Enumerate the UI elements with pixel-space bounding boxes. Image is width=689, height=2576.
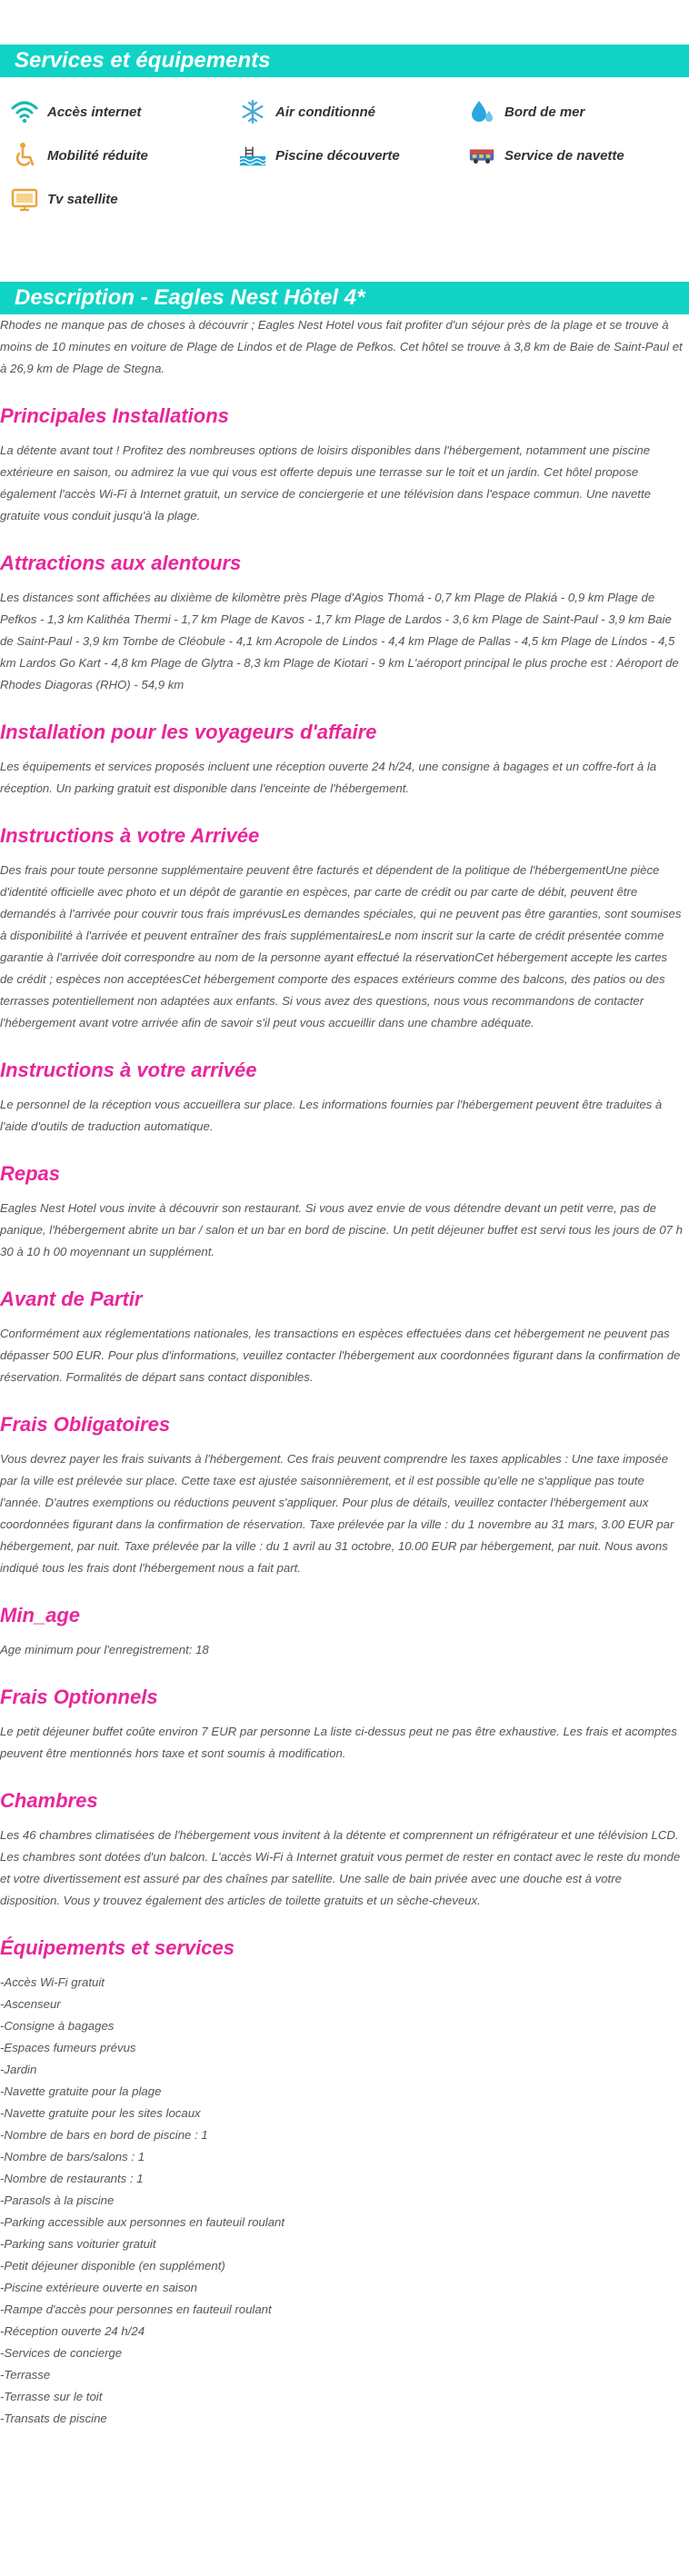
section-heading: Principales Installations	[0, 404, 229, 427]
service-item-seaside	[459, 90, 689, 134]
section-heading: Chambres	[0, 1789, 98, 1812]
section-text: Vous devrez payer les frais suivants à l'hébergement. Ces frais peuvent comprendre les taxes applicables : Une taxe imposée par la ville est prélevée sur place. Cette taxe est ajustée saisonnièrement, et il est possible qu'elle ne s'applique pas toute l'année. D'autres exemptions ou réductions peuvent s'appliquer. Pour plus de détails, veuillez contacter l'hébergement aux coordonnées figurant dans la confirmation de réservation. Taxe prélevée par la ville : du 1 novembre au 31 mars, 3.00 EUR par hébergement, par nuit. Taxe prélevée par la ville : du 1 avril au 31 octobre, 10.00 EUR par hébergement, par nuit. Nous avons indiqué tous les frais dont l'hébergement nous a fait part.	[0, 1452, 674, 1575]
description-banner	[0, 282, 689, 314]
services-banner	[0, 45, 689, 77]
list-item: -Terrasse sur le toit	[0, 2390, 103, 2403]
section-text: Les 46 chambres climatisées de l'hébergement vous invitent à la détente et comprennent un réfrigérateur et une télévision LCD. Les chambres sont dotées d'un balcon. L'accès Wi-Fi à Internet gratuit vous permet de rester en contact avec le reste du monde et votre divertissement est assuré par des chaînes par satellite. Une salle de bain privée avec une douche est à votre disposition. Vous y trouvez également des articles de toilette gratuits et un sèche-cheveux.	[0, 1828, 681, 1907]
list-item: -Nombre de bars en bord de piscine : 1	[0, 2128, 208, 2142]
section-text: Conformément aux réglementations nationales, les transactions en espèces effectuées dans cet hébergement ne peuvent pas dépasser 500 EUR. Pour plus d'informations, veuillez contacter l'hébergement aux coordonnées figurant dans la confirmation de réservation. Formalités de départ sans contact disponibles.	[0, 1327, 681, 1384]
section-text: Des frais pour toute personne supplémentaire peuvent être facturés et dépendent de la politique de l'hébergementUne pièce d'identité officielle avec photo et un dépôt de garantie en espèces, par carte de crédit ou par carte de débit, peuvent être demandés à l'arrivée pour couvrir tous frais imprévusLes demandes spéciales, qui ne peuvent pas être garanties, sont soumises à disponibilité à l'arrivée et peuvent entraîner des frais supplémentairesLe nom inscrit sur la carte de crédit présentée comme garantie à l'arrivée doit correspondre au nom de la personne ayant effectué la réservationCet hébergement accepte les cartes de crédit ; espèces non acceptéesCet hébergement comporte des espaces extérieurs comme des balcons, des patios ou des terrasses potentiellement non adaptées aux enfants. Si vous avez des questions, nous vous recommandons de contacter l'hébergement avant votre arrivée afin de savoir s'il peut vous accueillir dans une chambre adéquate.	[0, 863, 682, 1029]
list-item: -Espaces fumeurs prévus	[0, 2041, 136, 2054]
list-item: -Transats de piscine	[0, 2412, 107, 2425]
list-item: -Rampe d'accès pour personnes en fauteuil roulant	[0, 2302, 272, 2316]
section-text: Les distances sont affichées au dixième de kilomètre près Plage d'Agios Thomá - 0,7 km Plage de Plakiá - 0,9 km Plage de Pefkos - 1,3 km Kalithéa Thermi - 1,7 km Plage de Kavos - 1,7 km Plage de Lardos - 3,6 km Plage de Saint-Paul - 3,9 km Baie de Saint-Paul - 3,9 km Tombe de Cléobule - 4,1 km Acropole de Lindos - 4,4 km Plage de Pallas - 4,5 km Plage de Líndos - 4,5 km Lardos Go Kart - 4,8 km Plage de Glytra - 8,3 km Plage de Kiotari - 9 km L'aéroport principal le plus proche est : Aéroport de Rhodes Diagoras (RHO) - 54,9 km	[0, 591, 679, 691]
list-item: -Navette gratuite pour les sites locaux	[0, 2106, 201, 2120]
section-text: Le personnel de la réception vous accueillera sur place. Les informations fournies par l'hébergement peuvent être traduites à l'aide d'outils de traduction automatique.	[0, 1098, 663, 1133]
list-item: -Services de concierge	[0, 2346, 123, 2360]
section-heading: Frais Obligatoires	[0, 1413, 171, 1436]
section-attractions	[0, 548, 689, 696]
section-text: Eagles Nest Hotel vous invite à découvrir son restaurant. Si vous avez envie de vous détendre devant un petit verre, pas de panique, l'hébergement abrite un bar / salon et un bar en bord de piscine. Un petit déjeuner buffet est servi tous les jours de 07 h 30 à 10 h 00 moyennant un supplément.	[0, 1201, 684, 1258]
section-heading: Installation pour les voyageurs d'affaire	[0, 721, 377, 743]
water-drop-icon	[468, 98, 495, 125]
section-heading: Avant de Partir	[0, 1288, 143, 1310]
service-label: Bord de mer	[504, 104, 585, 120]
service-item-internet	[0, 90, 232, 134]
section-before-leaving	[0, 1284, 689, 1388]
tv-icon	[11, 185, 38, 213]
list-item: -Jardin	[0, 2063, 37, 2076]
section-meals	[0, 1159, 689, 1263]
section-rooms	[0, 1785, 689, 1912]
description-title: Description - Eagles Nest Hôtel 4*	[15, 285, 365, 310]
section-heading: Min_age	[0, 1604, 81, 1626]
section-arrival-instructions	[0, 821, 689, 1034]
service-label: Service de navette	[504, 147, 624, 164]
section-text: Le petit déjeuner buffet coûte environ 7 EUR par personne La liste ci-dessus peut ne pas être exhaustive. Les frais et acomptes peuvent être mentionnés hors taxe et sont soumis à modification.	[0, 1725, 677, 1760]
equipements-list	[0, 1972, 689, 2430]
service-item-reduced-mobility	[0, 134, 232, 177]
service-label: Piscine découverte	[275, 147, 400, 164]
service-label: Mobilité réduite	[47, 147, 148, 164]
service-label: Accès internet	[47, 104, 142, 120]
section-business-travellers	[0, 717, 689, 800]
section-heading: Repas	[0, 1162, 61, 1185]
shuttle-icon	[468, 142, 495, 169]
section-text: La détente avant tout ! Profitez des nombreuses options de loisirs disponibles dans l'hébergement, notamment une piscine extérieure en saison, ou admirez la vue qui vous est offerte depuis une terrasse sur le toit et un jardin. Cet hôtel propose également l'accès Wi-Fi à Internet gratuit, un service de conciergerie et une télévision dans l'espace commun. Une navette gratuite vous conduit jusqu'à la plage.	[0, 443, 651, 522]
service-label: Air conditionné	[275, 104, 375, 120]
services-title: Services et équipements	[15, 48, 271, 73]
wifi-icon	[11, 98, 38, 125]
list-item: -Accès Wi-Fi gratuit	[0, 1975, 105, 1989]
list-item: -Nombre de restaurants : 1	[0, 2172, 144, 2185]
section-mandatory-fees	[0, 1409, 689, 1579]
section-heading: Frais Optionnels	[0, 1686, 158, 1708]
section-min-age	[0, 1600, 689, 1661]
hotel-page	[0, 45, 689, 2430]
section-equipements	[0, 1933, 689, 2430]
list-item: -Navette gratuite pour la plage	[0, 2084, 162, 2098]
list-item: -Réception ouverte 24 h/24	[0, 2324, 145, 2338]
section-heading: Instructions à votre Arrivée	[0, 824, 260, 847]
section-text: Age minimum pour l'enregistrement: 18	[0, 1643, 209, 1656]
services-grid	[0, 77, 689, 221]
section-principales-installations	[0, 401, 689, 527]
list-item: -Piscine extérieure ouverte en saison	[0, 2281, 197, 2294]
wheelchair-icon	[11, 142, 38, 169]
section-heading: Attractions aux alentours	[0, 552, 242, 574]
list-item: -Consigne à bagages	[0, 2019, 115, 2033]
service-item-shuttle	[459, 134, 689, 177]
list-item: -Ascenseur	[0, 1997, 61, 2011]
section-text: Les équipements et services proposés incluent une réception ouverte 24 h/24, une consigne à bagages et un coffre-fort à la réception. Un parking gratuit est disponible dans l'enceinte de l'hébergement.	[0, 760, 657, 795]
description-intro: Rhodes ne manque pas de choses à découvrir ; Eagles Nest Hotel vous fait profiter d'un séjour près de la plage et se trouve à moins de 10 minutes en voiture de Plage de Lindos et de Plage de Pefkos. Cet hôtel se trouve à 3,8 km de Baie de Saint-Paul et à 26,9 km de Plage de Stegna.	[0, 318, 683, 375]
list-item: -Parking accessible aux personnes en fauteuil roulant	[0, 2215, 285, 2229]
snowflake-icon	[239, 98, 266, 125]
service-item-air-conditioning	[232, 90, 459, 134]
section-heading: Équipements et services	[0, 1936, 235, 1959]
list-item: -Parasols à la piscine	[0, 2193, 115, 2207]
list-item: -Nombre de bars/salons : 1	[0, 2150, 145, 2163]
list-item: -Terrasse	[0, 2368, 51, 2382]
list-item: -Petit déjeuner disponible (en supplément)	[0, 2259, 225, 2273]
service-label: Tv satellite	[47, 191, 118, 207]
list-item: -Parking sans voiturier gratuit	[0, 2237, 156, 2251]
service-item-satellite-tv	[0, 177, 232, 221]
section-heading: Instructions à votre arrivée	[0, 1059, 257, 1081]
service-item-outdoor-pool	[232, 134, 459, 177]
section-arrival-instructions-2	[0, 1055, 689, 1138]
pool-icon	[239, 142, 266, 169]
section-optional-fees	[0, 1682, 689, 1765]
